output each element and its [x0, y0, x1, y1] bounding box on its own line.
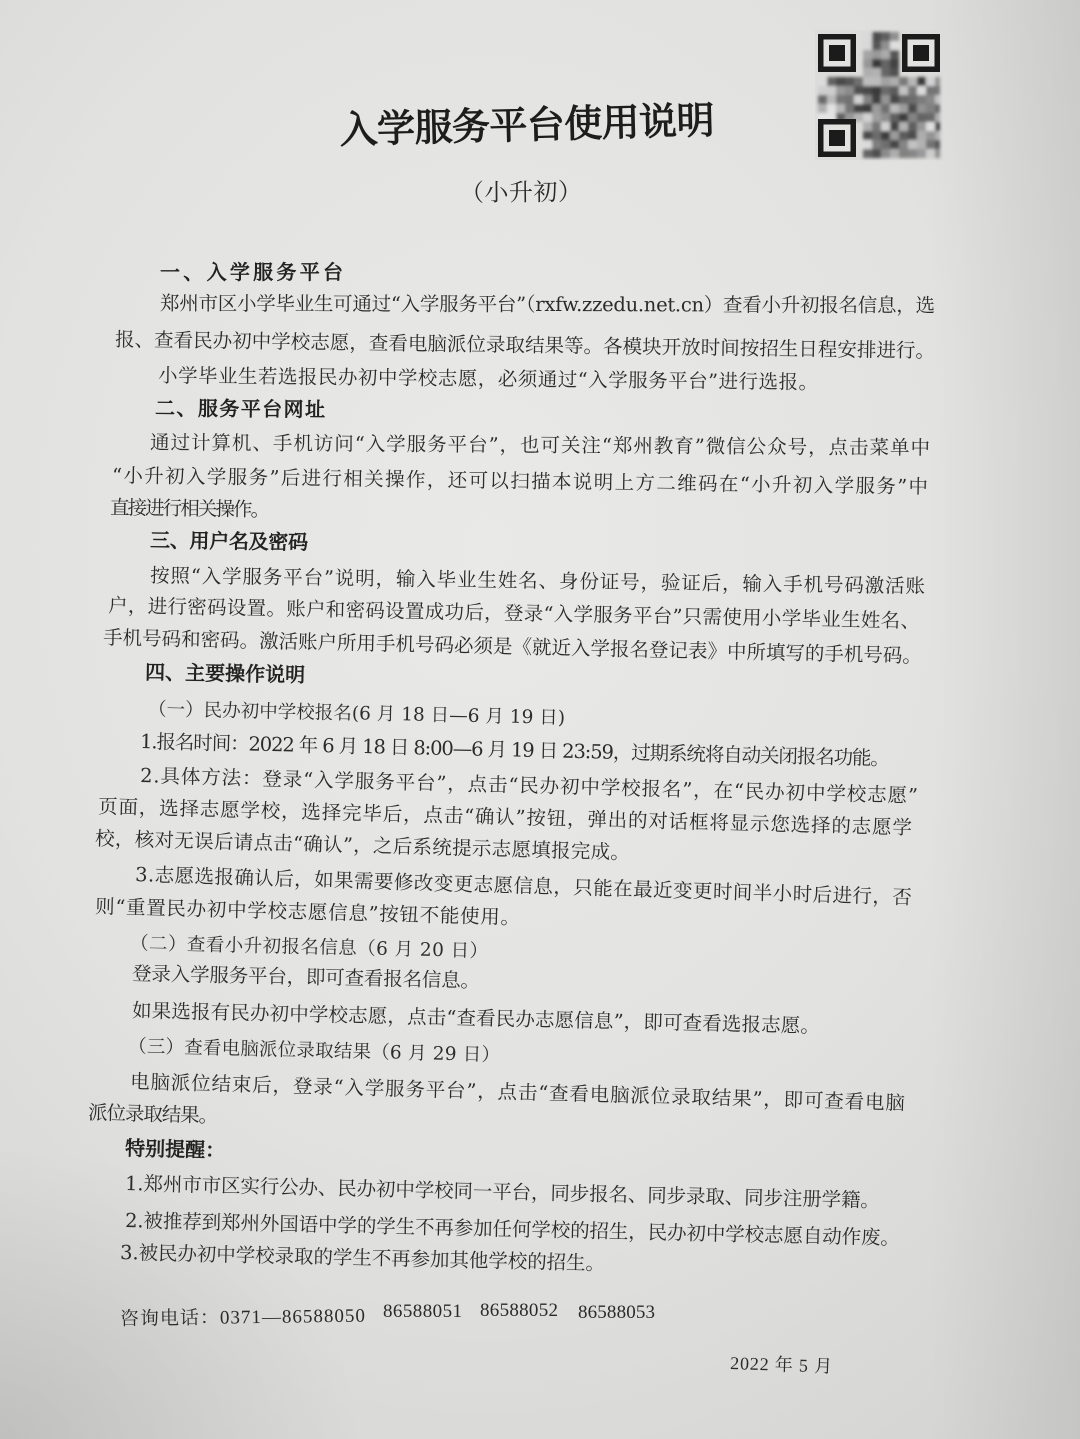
paragraph-line: 按照“入学服务平台”说明，输入毕业生姓名、身份证号，验证后，输入手机号码激活账 — [149, 564, 926, 598]
qr-module — [863, 95, 872, 104]
qr-module — [890, 113, 899, 122]
qr-module — [854, 95, 863, 104]
qr-module — [881, 41, 890, 50]
qr-module — [863, 131, 872, 140]
qr-module — [890, 59, 899, 68]
qr-module — [881, 140, 890, 149]
contact-phone: 86588053 — [578, 1302, 655, 1323]
qr-code — [815, 30, 943, 160]
qr-module — [872, 68, 881, 77]
qr-module — [863, 104, 872, 113]
paragraph-line: 如果选报有民办初中学校志愿，点击“查看民办志愿信息”，即可查看选报志愿。 — [131, 999, 821, 1038]
qr-module — [863, 59, 872, 68]
qr-module — [917, 131, 926, 140]
qr-module — [917, 104, 926, 113]
qr-module — [845, 86, 854, 95]
section-heading: 二、服务平台网址 — [154, 396, 326, 422]
qr-module — [863, 41, 872, 50]
qr-module — [935, 86, 940, 95]
contact-phone: 86588052 — [480, 1300, 558, 1321]
qr-module — [899, 86, 908, 95]
qr-module — [926, 149, 935, 158]
qr-module — [863, 149, 872, 158]
qr-module — [926, 86, 935, 95]
qr-module — [926, 95, 935, 104]
paragraph-line: 2.具体方法：登录“入学服务平台”，点击“民办初中学校报名”，在“民办初中学校志愿” — [139, 764, 919, 808]
qr-finder-top-left — [818, 34, 856, 72]
paragraph-line: 电脑派位结束后，登录“入学服务平台”，点击“查看电脑派位录取结果”，即可查看电脑 — [129, 1070, 906, 1115]
paragraph-line: 1.报名时间：2022 年 6 月 18 日 8:00—6 月 19 日 23:59，过期系统将自动关闭报名功能。 — [139, 730, 891, 771]
qr-module — [890, 50, 899, 59]
qr-module — [818, 77, 827, 86]
qr-module — [899, 95, 908, 104]
qr-module — [890, 41, 899, 50]
qr-module — [908, 113, 917, 122]
qr-module — [872, 104, 881, 113]
qr-module — [935, 113, 940, 122]
qr-module — [827, 95, 836, 104]
qr-module — [926, 131, 935, 140]
qr-module — [881, 122, 890, 131]
qr-module — [935, 122, 940, 131]
qr-module — [890, 122, 899, 131]
qr-module — [836, 104, 845, 113]
qr-module — [890, 77, 899, 86]
qr-module — [908, 140, 917, 149]
reminder-item: 2.被推荐到郑州外国语中学的学生不再参加任何学校的招生，民办初中学校志愿自动作废。 — [124, 1209, 901, 1250]
qr-module — [890, 149, 899, 158]
qr-module — [872, 77, 881, 86]
paragraph-line: 通过计算机、手机访问“入学服务平台”，也可关注“郑州教育”微信公众号，点击菜单中 — [149, 431, 931, 460]
qr-module — [818, 86, 827, 95]
qr-module — [845, 77, 854, 86]
qr-module — [890, 140, 899, 149]
qr-module — [863, 50, 872, 59]
paragraph-line: 郑州市区小学毕业生可通过“入学服务平台”（rxfw.zzedu.net.cn）查看小升初报名信息，选 — [159, 292, 936, 318]
qr-module — [908, 86, 917, 95]
contact-line — [120, 1305, 365, 1330]
paragraph-line: 3.志愿选报确认后，如果需要修改变更志愿信息，只能在最近变更时间半小时后进行，否 — [134, 863, 913, 910]
qr-module — [917, 149, 926, 158]
paragraph-line: 登录入学服务平台，即可查看报名信息。 — [131, 962, 481, 993]
qr-module — [863, 32, 872, 41]
qr-module — [899, 140, 908, 149]
paragraph-line: “小升初入学服务”后进行相关操作，还可以扫描本说明上方二维码在“小升初入学服务”中 — [111, 464, 929, 499]
qr-module — [872, 32, 881, 41]
qr-module — [827, 86, 836, 95]
qr-finder-bottom-left — [818, 119, 856, 157]
document-subtitle: （小升初） — [459, 177, 583, 207]
reminder-item: 3.被民办初中学校录取的学生不再参加其他学校的招生。 — [119, 1241, 606, 1276]
qr-module — [818, 95, 827, 104]
qr-module — [917, 113, 926, 122]
qr-module — [926, 104, 935, 113]
qr-module — [935, 95, 940, 104]
qr-module — [899, 149, 908, 158]
qr-module — [872, 140, 881, 149]
paragraph-line: 页面，选择志愿学校，选择完毕后，点击“确认”按钮，弹出的对话框将显示您选择的志愿学 — [97, 795, 913, 840]
qr-module — [881, 113, 890, 122]
qr-module — [908, 131, 917, 140]
paragraph-line: 户，进行密码设置。账户和密码设置成功后，登录“入学服务平台”只需使用小学毕业生姓名、 — [107, 594, 921, 633]
qr-module — [881, 149, 890, 158]
paragraph-line: 则“重置民办初中学校志愿信息”按钮不能使用。 — [94, 895, 521, 930]
qr-module — [845, 104, 854, 113]
contact-phone: 0371—86588050 — [219, 1305, 366, 1329]
section-heading: 一、入学服务平台 — [160, 260, 343, 284]
qr-module — [899, 113, 908, 122]
qr-module — [845, 95, 854, 104]
qr-module — [881, 68, 890, 77]
qr-module — [836, 86, 845, 95]
paragraph-line: 手机号码和密码。激活账户所用手机号码必须是《就近入学报名登记表》中所填写的手机号码。 — [102, 626, 923, 668]
qr-module — [917, 95, 926, 104]
qr-module — [890, 32, 899, 41]
qr-module — [917, 122, 926, 131]
contact-label: 咨询电话： — [119, 1307, 220, 1330]
qr-module — [881, 59, 890, 68]
qr-module — [899, 104, 908, 113]
qr-module — [872, 122, 881, 131]
section-heading: 四、主要操作说明 — [144, 660, 306, 687]
qr-module — [935, 131, 940, 140]
qr-module — [908, 77, 917, 86]
qr-finder-top-right — [902, 34, 940, 72]
qr-module — [863, 86, 872, 95]
paragraph-line: 直接进行相关操作。 — [109, 496, 271, 522]
qr-module — [854, 104, 863, 113]
qr-module — [836, 95, 845, 104]
qr-module — [854, 77, 863, 86]
contact-phone: 86588051 — [383, 1301, 462, 1322]
qr-module — [917, 86, 926, 95]
qr-module — [899, 122, 908, 131]
paragraph-line: 派位录取结果。 — [87, 1101, 219, 1128]
subsection-heading: （二）查看小升初报名信息（6 月 20 日） — [129, 933, 489, 963]
qr-module — [926, 113, 935, 122]
paragraph-line: 小学毕业生若选报民办初中学校志愿，必须通过“入学服务平台”进行选报。 — [157, 364, 819, 394]
qr-module — [881, 95, 890, 104]
qr-module — [917, 140, 926, 149]
qr-module — [863, 77, 872, 86]
qr-module — [863, 113, 872, 122]
qr-module — [863, 68, 872, 77]
qr-module — [881, 131, 890, 140]
qr-module — [872, 41, 881, 50]
subsection-heading: （三）查看电脑派位录取结果（6 月 29 日） — [127, 1036, 501, 1067]
document-date: 2022 年 5 月 — [729, 1353, 833, 1377]
qr-module — [818, 104, 827, 113]
paragraph-line: 报、查看民办初中学校志愿，查看电脑派位录取结果等。各模块开放时间按招生日程安排进行。 — [114, 328, 936, 363]
qr-module — [881, 77, 890, 86]
reminder-item: 1.郑州市市区实行公办、民办初中学校同一平台，同步报名、同步录取、同步注册学籍。 — [124, 1172, 881, 1213]
reminder-heading: 特别提醒： — [124, 1136, 226, 1163]
qr-module — [872, 95, 881, 104]
qr-module — [899, 131, 908, 140]
qr-module — [863, 122, 872, 131]
qr-module — [881, 50, 890, 59]
qr-module — [827, 77, 836, 86]
qr-module — [935, 140, 940, 149]
qr-module — [872, 113, 881, 122]
qr-module — [926, 122, 935, 131]
qr-module — [899, 77, 908, 86]
qr-module — [881, 86, 890, 95]
paragraph-line: 校，核对无误后请点击“确认”，之后系统提示志愿填报完成。 — [94, 827, 631, 865]
qr-module — [881, 104, 890, 113]
qr-module — [890, 104, 899, 113]
qr-module — [908, 149, 917, 158]
qr-module — [890, 131, 899, 140]
qr-module — [935, 104, 940, 113]
qr-module — [926, 77, 935, 86]
qr-module — [935, 149, 940, 158]
qr-module — [890, 86, 899, 95]
qr-module — [854, 86, 863, 95]
qr-module — [872, 86, 881, 95]
qr-module — [908, 104, 917, 113]
document-title: 入学服务平台使用说明 — [339, 97, 716, 152]
qr-module — [890, 68, 899, 77]
qr-module — [872, 59, 881, 68]
qr-module — [836, 77, 845, 86]
section-heading: 三、用户名及密码 — [149, 528, 309, 555]
subsection-heading: （一）民办初中学校报名(6 月 18 日—6 月 19 日) — [147, 699, 566, 729]
qr-module — [872, 131, 881, 140]
qr-module — [908, 95, 917, 104]
qr-module — [872, 50, 881, 59]
qr-module — [917, 77, 926, 86]
qr-module — [872, 149, 881, 158]
qr-module — [863, 140, 872, 149]
qr-module — [935, 77, 940, 86]
qr-module — [926, 140, 935, 149]
qr-module — [908, 122, 917, 131]
qr-module — [827, 104, 836, 113]
qr-module — [890, 95, 899, 104]
qr-module — [881, 32, 890, 41]
